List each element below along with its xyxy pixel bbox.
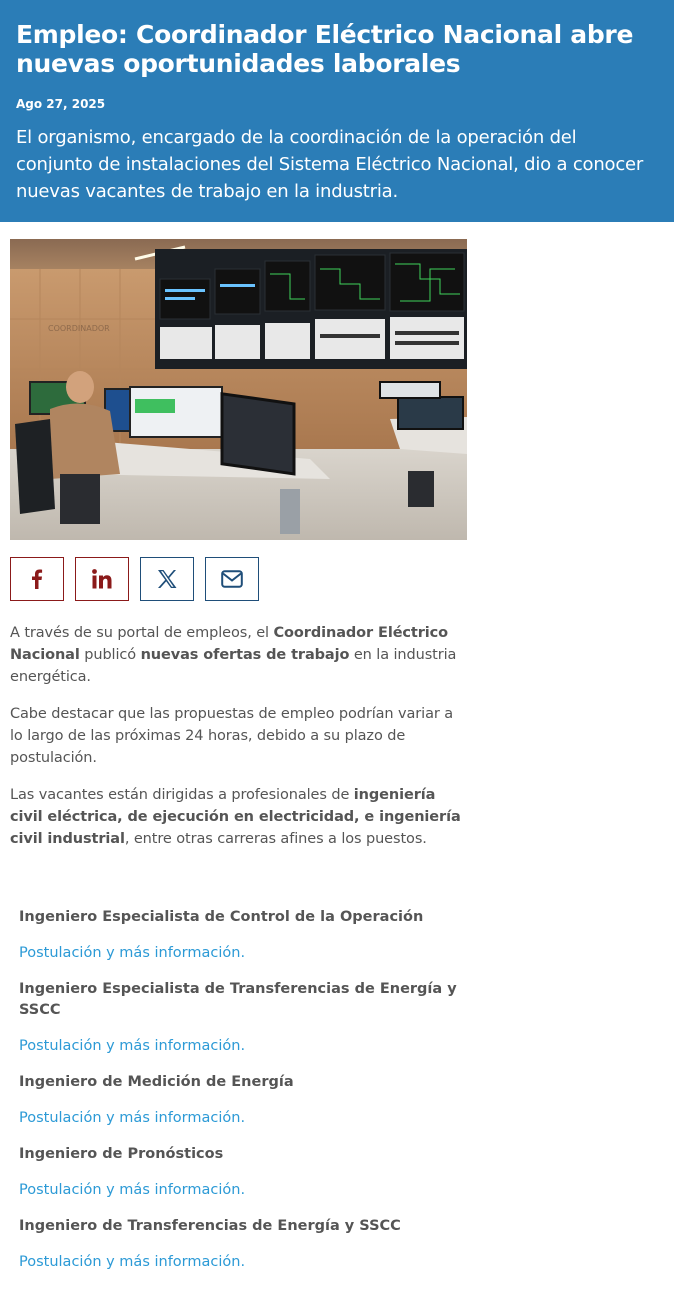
- paragraph-1: [10, 622, 470, 688]
- job-title: Ingeniero de Transferencias de Energía y SSCC: [19, 1218, 401, 1234]
- facebook-icon: [28, 569, 46, 589]
- job-apply-link[interactable]: Postulación y más información.: [19, 1038, 246, 1054]
- article-photo: [10, 239, 467, 540]
- job-apply-link[interactable]: Postulación y más información.: [19, 1182, 246, 1198]
- job-title: Ingeniero de Medición de Energía: [19, 1074, 294, 1090]
- job-apply-link[interactable]: Postulación y más información.: [19, 1254, 246, 1270]
- p1-bold-offers: nuevas ofertas de trabajo: [140, 647, 350, 663]
- p3-text-c: , entre otras carreras afines a los puestos.: [124, 831, 427, 847]
- mail-icon: [221, 570, 243, 588]
- paragraph-2: Cabe destacar que las propuestas de empleo podrían variar a lo largo de las próximas 24 horas, debido a su plazo de postulación.: [10, 706, 454, 766]
- article-header: [0, 0, 674, 222]
- job-title: Ingeniero de Pronósticos: [19, 1146, 224, 1162]
- article-body: [10, 622, 470, 865]
- share-facebook-button[interactable]: [10, 557, 64, 601]
- article-date: Ago 27, 2025: [16, 97, 106, 111]
- article-title: Empleo: Coordinador Eléctrico Nacional abre nuevas oportunidades laborales: [16, 20, 634, 78]
- share-x-button[interactable]: [140, 557, 194, 601]
- share-bar: [10, 557, 259, 601]
- share-linkedin-button[interactable]: [75, 557, 129, 601]
- job-apply-link[interactable]: Postulación y más información.: [19, 1110, 246, 1126]
- share-email-button[interactable]: [205, 557, 259, 601]
- p3-text-a: Las vacantes están dirigidas a profesionales de: [10, 787, 354, 803]
- wall-logo: COORDINADOR: [48, 324, 110, 333]
- job-list: [19, 907, 459, 1273]
- p1-text-a: A través de su portal de empleos, el: [10, 625, 274, 641]
- x-icon: [157, 569, 177, 589]
- p1-text-e: en la industria energética.: [10, 647, 457, 685]
- article-lead: El organismo, encargado de la coordinación de la operación del conjunto de instalaciones del Sistema Eléctrico Nacional, dio a conocer nuevas vacantes de trabajo en la industria.: [16, 127, 644, 202]
- job-title: Ingeniero Especialista de Transferencias de Energía y SSCC: [19, 981, 457, 1018]
- p1-text-c: publicó: [79, 647, 141, 663]
- job-title: Ingeniero Especialista de Control de la Operación: [19, 909, 424, 925]
- paragraph-3: [10, 784, 470, 850]
- linkedin-icon: [92, 569, 112, 589]
- p3-bold-careers: ingeniería civil eléctrica, de ejecución en electricidad, e ingeniería civil industrial: [10, 787, 461, 847]
- job-apply-link[interactable]: Postulación y más información.: [19, 945, 246, 961]
- p1-bold-org: Coordinador Eléctrico Nacional: [10, 625, 449, 663]
- control-room-illustration: [10, 239, 467, 540]
